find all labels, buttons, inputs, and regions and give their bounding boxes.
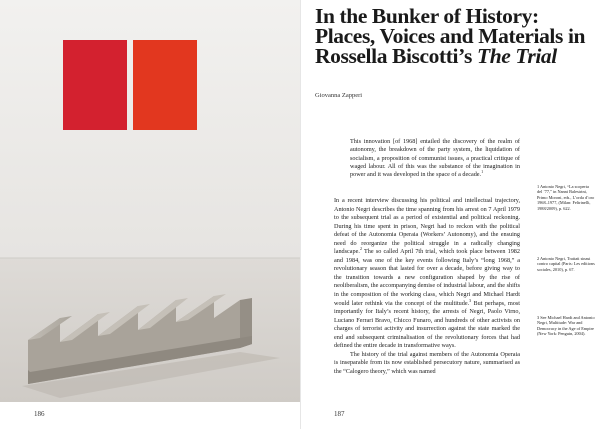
paragraph-2: The history of the trial against members of the Autonomia Operaia is inseparable from its now established persecutory nature, summarised as the “Calogero theory,” which was named xyxy=(334,350,520,375)
right-page xyxy=(301,0,600,429)
author-name: Giovanna Zapperi xyxy=(315,92,363,99)
paragraph-1 xyxy=(334,197,520,351)
epigraph-quote xyxy=(350,138,520,179)
footnote-ref-3: 3 xyxy=(469,297,472,303)
epigraph-text: This innovation [of 1968] entailed the discovery of the realm of autonomy, the breakdown of the party system, the liquidation of socialism, a proposition of communist issues, a practical critique of waged labour. All of this was the substance of the imagination in power and it was developed in the space of a decade. xyxy=(350,138,520,179)
essay-title-main: In the Bunker of History: Places, Voices and Materials in Rossella Biscotti’s xyxy=(315,4,586,68)
paragraph-1-part-a: In a recent interview discussing his political and intellectual trajectory, Antonio Negri describes the time spanning from his arrest on 7 April 1979 to the subsequent trial as a period of existential and political reckoning. During his time spent in prison, Negri had to reckon with the political defeat of the Autonomia Operaia (Workers’ Autonomy), and the ensuing need do reorganize the political struggle in a radically changing landscape. xyxy=(334,197,520,256)
red-panel-right xyxy=(133,40,197,130)
red-panel-left xyxy=(63,40,127,130)
footnote-3: 3 See Michael Hardt and Antonio Negri, Multitude: War and Democracy in the Age of Empire (New York: Penguin, 2004). xyxy=(537,315,595,337)
footnote-2: 2 Antonio Negri, Trattati sinasi contro capital (Paris: Les editions sociales, 2010), p. 67. xyxy=(537,256,595,272)
essay-title-italic: The Trial xyxy=(477,44,557,68)
footnote-ref-1: 1 xyxy=(481,169,484,175)
paragraph-1-part-c: But perhaps, most importantly for Italy’s recent history, the arrests of Negri, Paolo Virno, Luciano Ferrari Bravo, Chicco Funaro, and hundreds of other activists on charges of terrorist activity and insurrection against the state marked the end and subsequent criminalisation of the revolutionary forces that had defined the entire decade in transformative ways. xyxy=(334,299,520,350)
page-number-right: 187 xyxy=(334,410,345,418)
body-text xyxy=(334,197,520,376)
footnote-ref-2: 2 xyxy=(359,246,362,252)
installation-photo-svg xyxy=(0,0,300,402)
footnote-1: 1 Antonio Negri, “La scoperta del ’77,” in Nanni Balestrini, Primo Moroni, eds., L’orda d’oro 1968–1977, (Milan: Feltrinelli, 1988/2009), p. 622. xyxy=(537,184,595,211)
essay-title xyxy=(315,6,597,66)
page-number-left: 186 xyxy=(34,410,45,418)
paragraph-1-part-b: The so called April 7th trial, which took place between 1982 and 1984, was one of the key events following Italy’s “long 1968,” a revolutionary season that lasted for over a decade, before giving way to the transition towards a new configuration shaped by the rise of neoliberalism, the accompanying demise of industrial labour, and the shifts in the composition of the working class, which Negri and Michael Hardt would later rethink via the concept of the multitude. xyxy=(334,248,520,307)
installation-photo xyxy=(0,0,300,402)
